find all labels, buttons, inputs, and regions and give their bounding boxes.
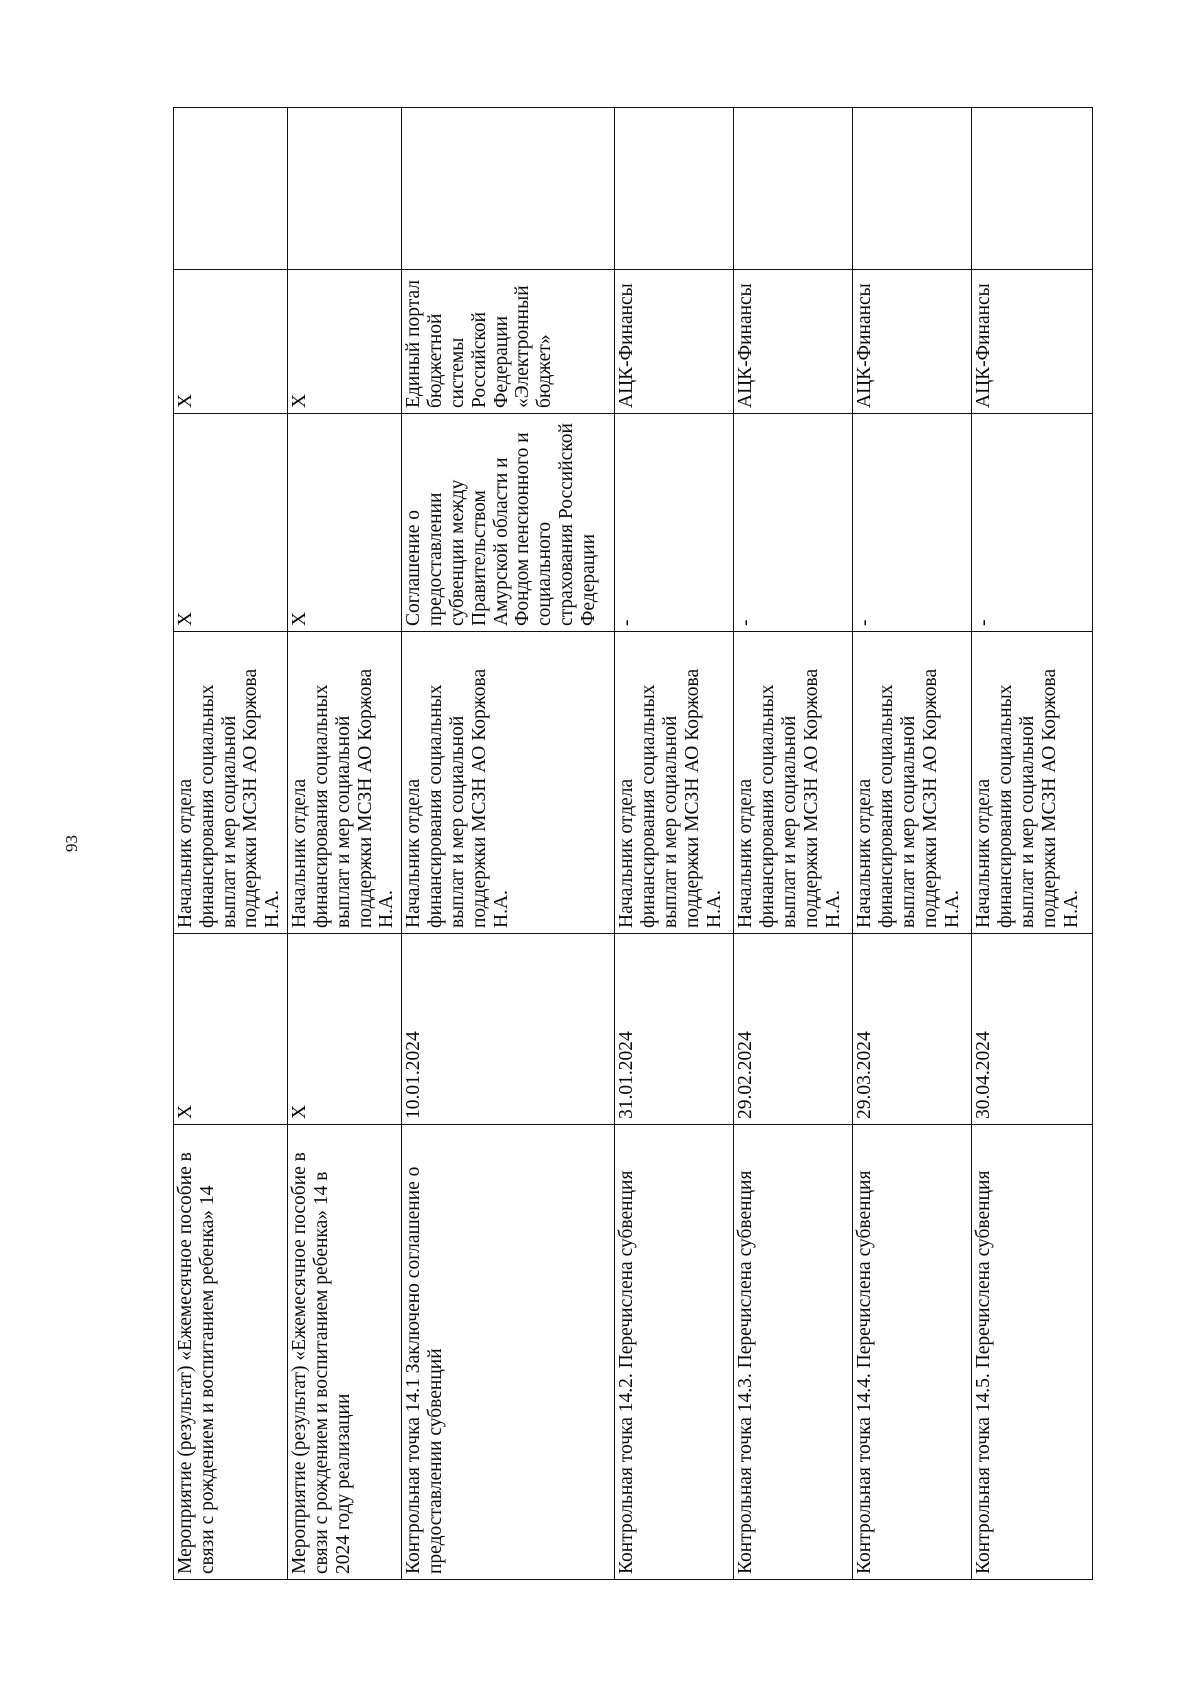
info-system-cell: X: [174, 270, 288, 414]
document-cell: -: [853, 414, 972, 632]
event-name-cell: Контрольная точка 14.3. Перечислена субвенция: [734, 1125, 853, 1580]
empty-cell: [853, 108, 972, 270]
info-system-cell: АЦК-Финансы: [615, 270, 734, 414]
document-cell: -: [615, 414, 734, 632]
table-row: [402, 108, 615, 1580]
event-name-cell: Контрольная точка 14.1 Заключено соглашение о предоставлении субвенций: [402, 1125, 615, 1580]
info-system-cell: X: [288, 270, 402, 414]
date-cell: 10.01.2024: [402, 934, 615, 1125]
empty-cell: [972, 108, 1093, 270]
responsible-cell: Начальник отдела финансирования социальных выплат и мер социальной поддержки МСЗН АО Коржова Н.А.: [972, 632, 1093, 934]
responsible-cell: Начальник отдела финансирования социальных выплат и мер социальной поддержки МСЗН АО Коржова Н.А.: [288, 632, 402, 934]
info-system-cell: Единый портал бюджетной системы Российской Федерации «Электронный бюджет»: [402, 270, 615, 414]
empty-cell: [615, 108, 734, 270]
document-cell: -: [734, 414, 853, 632]
document-cell: -: [972, 414, 1093, 632]
event-name-cell: Мероприятие (результат) «Ежемесячное пособие в связи с рождением и воспитанием ребенка» 14: [174, 1125, 288, 1580]
empty-cell: [174, 108, 288, 270]
page-number: 93: [62, 835, 81, 852]
document-cell: X: [288, 414, 402, 632]
event-name-cell: Контрольная точка 14.2. Перечислена субвенция: [615, 1125, 734, 1580]
document-cell: Соглашение о предоставлении субвенции между Правительством Амурской области и Фондом пенсионного и социального страхования Российской Федерации: [402, 414, 615, 632]
event-name-cell: Контрольная точка 14.4. Перечислена субвенция: [853, 1125, 972, 1580]
info-system-cell: АЦК-Финансы: [734, 270, 853, 414]
responsible-cell: Начальник отдела финансирования социальных выплат и мер социальной поддержки МСЗН АО Коржова Н.А.: [615, 632, 734, 934]
date-cell: 29.03.2024: [853, 934, 972, 1125]
table-row: [853, 108, 972, 1580]
date-cell: X: [288, 934, 402, 1125]
table-row: [615, 108, 734, 1580]
schedule-table: [173, 107, 1093, 1580]
responsible-cell: Начальник отдела финансирования социальных выплат и мер социальной поддержки МСЗН АО Коржова Н.А.: [402, 632, 615, 934]
empty-cell: [402, 108, 615, 270]
responsible-cell: Начальник отдела финансирования социальных выплат и мер социальной поддержки МСЗН АО Коржова Н.А.: [734, 632, 853, 934]
date-cell: X: [174, 934, 288, 1125]
info-system-cell: АЦК-Финансы: [853, 270, 972, 414]
responsible-cell: Начальник отдела финансирования социальных выплат и мер социальной поддержки МСЗН АО Коржова Н.А.: [174, 632, 288, 934]
table-row: [734, 108, 853, 1580]
event-name-cell: Мероприятие (результат) «Ежемесячное пособие в связи с рождением и воспитанием ребенка» 14 в 2024 году реализации: [288, 1125, 402, 1580]
date-cell: 29.02.2024: [734, 934, 853, 1125]
responsible-cell: Начальник отдела финансирования социальных выплат и мер социальной поддержки МСЗН АО Коржова Н.А.: [853, 632, 972, 934]
info-system-cell: АЦК-Финансы: [972, 270, 1093, 414]
empty-cell: [734, 108, 853, 270]
table-row: [288, 108, 402, 1580]
event-name-cell: Контрольная точка 14.5. Перечислена субвенция: [972, 1125, 1093, 1580]
empty-cell: [288, 108, 402, 270]
date-cell: 31.01.2024: [615, 934, 734, 1125]
rotated-table-container: [173, 108, 1086, 1580]
table-row: [972, 108, 1093, 1580]
table-row: [174, 108, 288, 1580]
document-cell: X: [174, 414, 288, 632]
date-cell: 30.04.2024: [972, 934, 1093, 1125]
